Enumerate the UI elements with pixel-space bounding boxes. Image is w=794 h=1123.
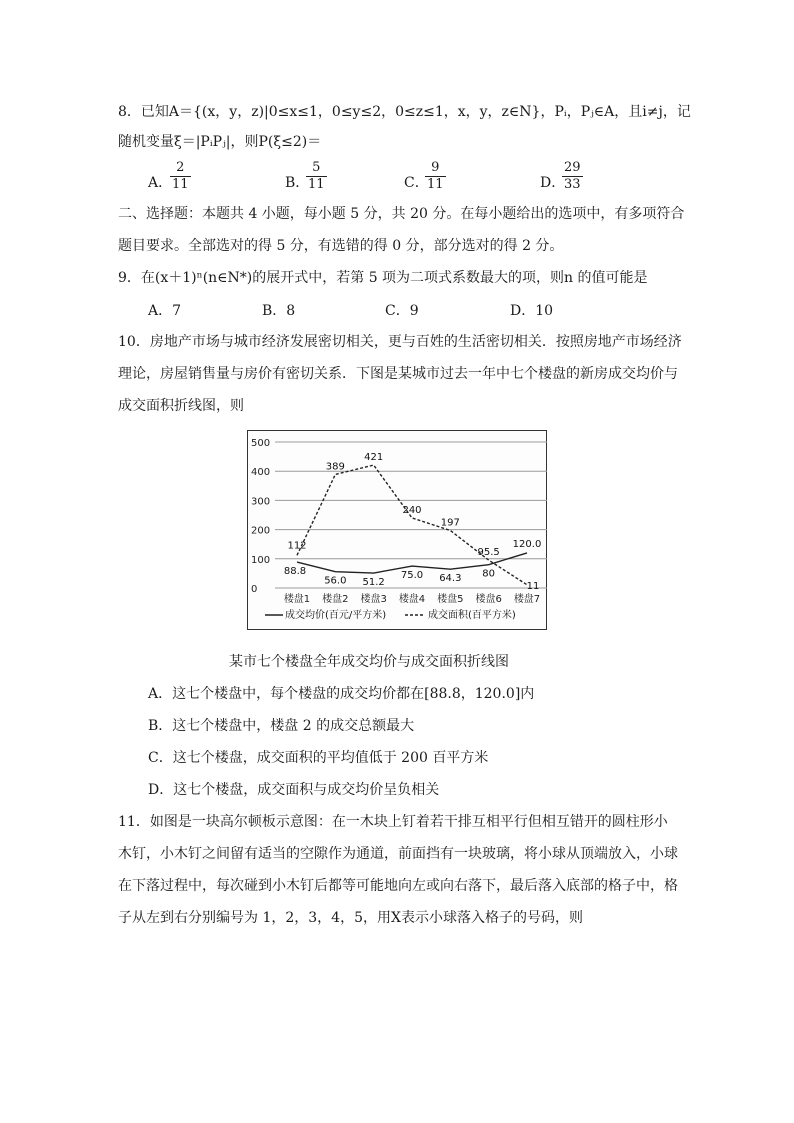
x-tick-label: 楼盘7 <box>513 594 541 605</box>
x-tick-label: 楼盘4 <box>398 594 426 605</box>
q10-chart-caption: 某市七个楼盘全年成交均价与成交面积折线图 <box>229 654 509 670</box>
q8-option-d-label: D． <box>540 175 566 191</box>
section2-heading-line1: 二、选择题：本题共 4 小题，每小题 5 分，共 20 分。在每小题给出的选项中，有多项符合 <box>118 206 685 222</box>
q8-stem-line1: 8．已知A＝{(x，y，z)|0≤x≤1，0≤y≤2，0≤z≤1，x，y，z∈N}，Pᵢ，Pⱼ∈A，且i≠j，记 <box>118 104 691 120</box>
q8-stem-line2: 随机变量ξ＝|PᵢPⱼ|，则P(ξ≤2)＝ <box>118 134 322 150</box>
q8-option-a-fraction <box>170 160 191 193</box>
q8-option-a-label: A． <box>148 175 173 191</box>
y-tick-label: 500 <box>251 438 271 449</box>
legend-label-area: 成交面积(百平方米) <box>428 610 516 621</box>
data-label: 421 <box>364 452 384 464</box>
data-label: 80 <box>482 568 496 580</box>
data-label: 64.3 <box>439 573 462 585</box>
data-label: 197 <box>440 517 460 529</box>
q11-stem-line4: 子从左到右分别编号为 1，2，3，4，5，用X表示小球落入格子的号码，则 <box>118 910 583 926</box>
q9-option-d: D．10 <box>510 303 554 319</box>
q9-option-a: A．7 <box>148 303 182 319</box>
q10-option-c: C．这七个楼盘，成交面积的平均值低于 200 百平方米 <box>148 750 489 766</box>
section2-heading-line2: 题目要求。全部选对的得 5 分，有选错的得 0 分，部分选对的得 2 分。 <box>118 238 564 254</box>
q9-stem: 9．在(x＋1)ⁿ(n∈N*)的展开式中，若第 5 项为二项式系数最大的项，则n 的值可能是 <box>118 270 648 286</box>
q10-option-b: B．这七个楼盘中，楼盘 2 的成交总额最大 <box>148 718 415 734</box>
q8-option-d-numerator: 29 <box>564 160 581 175</box>
q11-stem-line1: 11．如图是一块高尔顿板示意图：在一木块上钉着若干排互相平行但相互错开的圆柱形小 <box>118 814 668 830</box>
q10-option-d: D．这七个楼盘，成交面积与成交均价呈负相关 <box>148 782 440 798</box>
q8-option-d-denominator: 33 <box>564 177 581 192</box>
y-tick-label: 400 <box>251 467 271 479</box>
data-label: 95.5 <box>477 547 500 559</box>
q10-option-a: A．这七个楼盘中，每个楼盘的成交均价都在[88.8，120.0]内 <box>148 686 535 702</box>
q11-stem-line3: 在下落过程中，每次碰到小木钉后都等可能地向左或向右落下，最后落入底部的格子中，格 <box>118 878 678 894</box>
q10-stem-line3: 成交面积折线图，则 <box>118 398 244 414</box>
data-label: 389 <box>325 461 345 473</box>
q10-stem-line2: 理论，房屋销售量与房价有密切关系．下图是某城市过去一年中七个楼盘的新房成交均价与 <box>118 366 678 382</box>
q8-option-b-denominator: 11 <box>308 177 325 192</box>
q10-line-chart-svg <box>247 430 547 630</box>
y-tick-label: 200 <box>251 525 271 537</box>
q8-option-a-denominator: 11 <box>172 177 189 192</box>
x-tick-label: 楼盘2 <box>322 594 349 605</box>
x-tick-label: 楼盘3 <box>360 594 387 605</box>
q8-option-c-label: C． <box>404 175 429 191</box>
x-tick-label: 楼盘5 <box>437 594 464 605</box>
q8-option-b-fraction <box>306 160 327 193</box>
q10-stem-line1: 10．房地产市场与城市经济发展密切相关，更与百姓的生活密切相关．按照房地产市场经济 <box>118 334 682 350</box>
y-tick-label: 0 <box>251 584 258 595</box>
x-tick-label: 楼盘1 <box>283 594 311 605</box>
q9-option-b: B．8 <box>262 303 296 319</box>
y-tick-label: 300 <box>251 496 271 508</box>
y-tick-label: 100 <box>251 554 271 566</box>
q8-option-a-numerator: 2 <box>170 160 191 177</box>
q10-line-chart <box>247 430 547 630</box>
x-tick-label: 楼盘6 <box>475 594 502 605</box>
q11-stem-line2: 木钉，小木钉之间留有适当的空隙作为通道，前面挡有一块玻璃，将小球从顶端放入，小球 <box>118 846 678 862</box>
data-label: 112 <box>287 540 307 552</box>
q9-option-c: C．9 <box>385 303 419 319</box>
data-label: 88.8 <box>283 566 307 578</box>
q8-option-b-label: B． <box>285 175 310 191</box>
data-label: 75.0 <box>400 570 424 582</box>
data-label: 51.2 <box>362 577 385 589</box>
q8-option-c-fraction <box>425 160 446 193</box>
q8-option-d-fraction <box>562 160 583 193</box>
q8-option-b-numerator: 5 <box>306 160 327 177</box>
data-label: 240 <box>402 504 422 516</box>
legend-label-price: 成交均价(百元/平方米) <box>285 610 387 621</box>
q8-option-c-denominator: 11 <box>427 177 444 192</box>
q8-option-c-numerator: 9 <box>425 160 446 177</box>
data-label: 11 <box>526 580 540 592</box>
data-label: 56.0 <box>324 575 347 587</box>
data-label: 120.0 <box>512 538 542 550</box>
